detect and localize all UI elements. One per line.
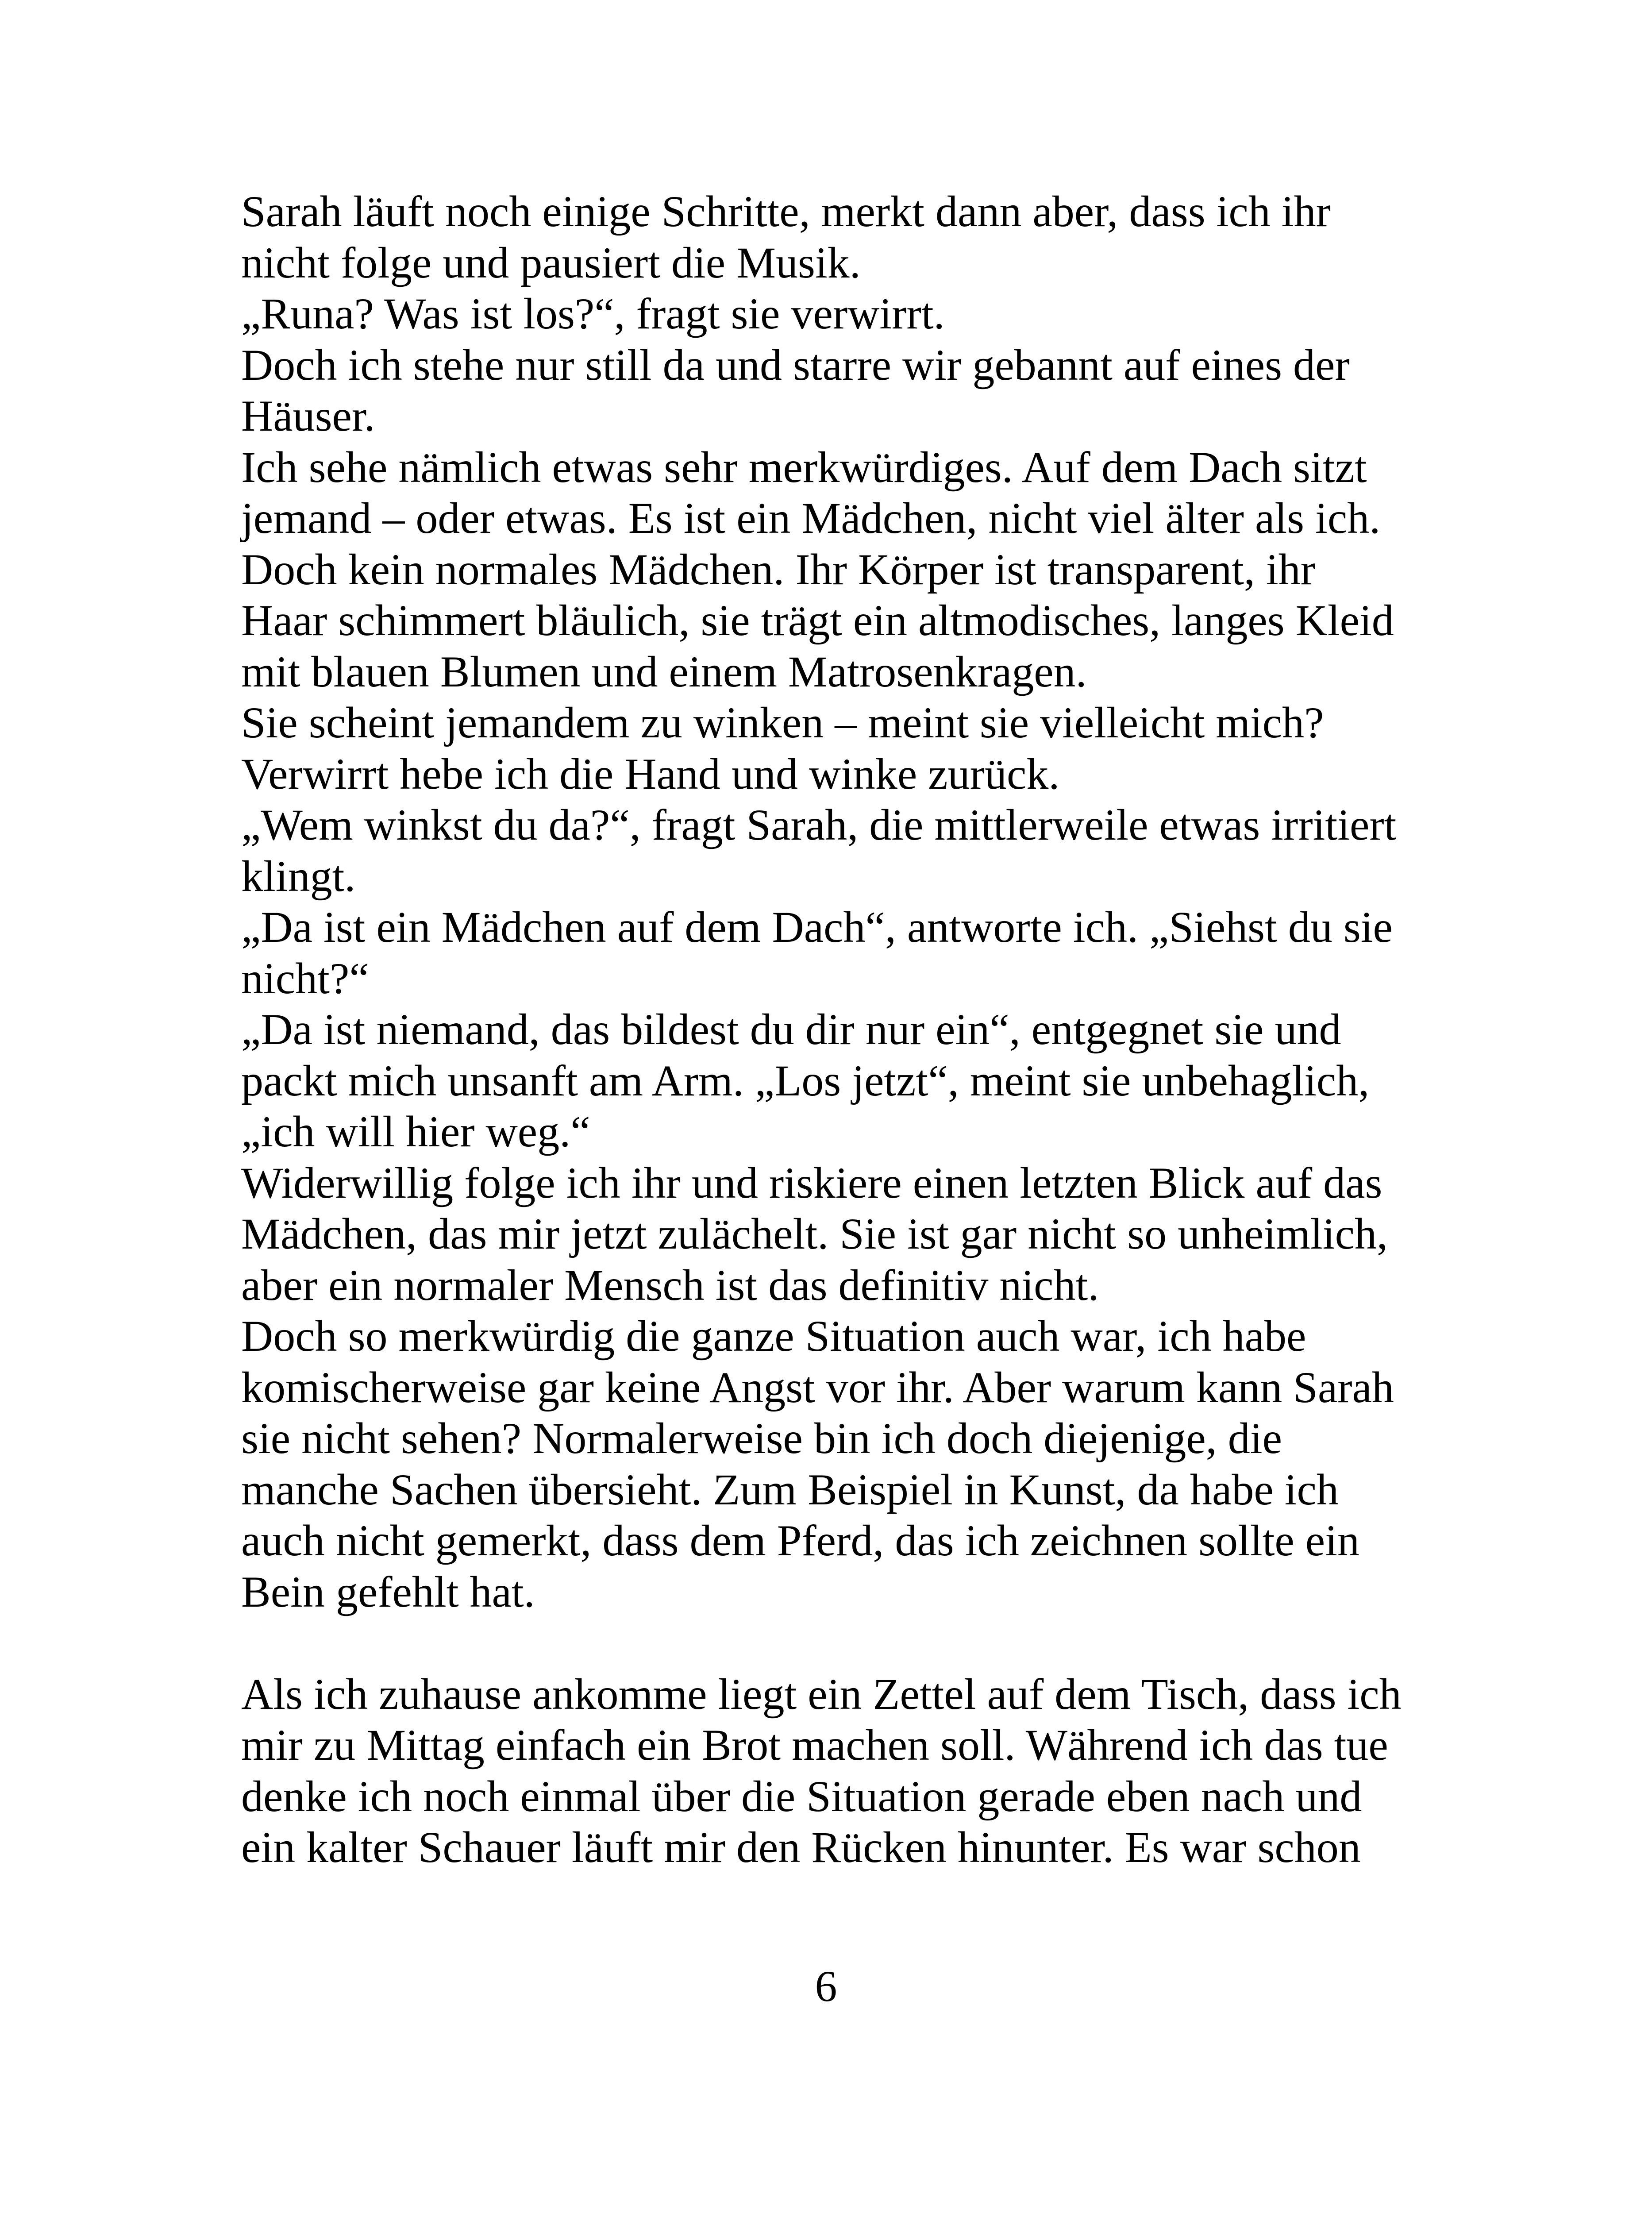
- text-line: Doch ich stehe nur still da und starre wir gebannt auf eines der: [241, 340, 1350, 389]
- text-line: „Wem winkst du da?“, fragt Sarah, die mittlerweile etwas irritiert: [241, 800, 1397, 849]
- text-line: mit blauen Blumen und einem Matrosenkragen.: [241, 647, 1087, 696]
- text-line: Verwirrt hebe ich die Hand und winke zurück.: [241, 749, 1060, 798]
- text-line: nicht folge und pausiert die Musik.: [241, 238, 861, 287]
- text-line: nicht?“: [241, 953, 369, 1003]
- text-line: Ich sehe nämlich etwas sehr merkwürdiges. Auf dem Dach sitzt: [241, 442, 1367, 492]
- text-line: denke ich noch einmal über die Situation gerade eben nach und: [241, 1771, 1362, 1821]
- text-line: Doch kein normales Mädchen. Ihr Körper ist transparent, ihr: [241, 544, 1316, 594]
- text-line: Doch so merkwürdig die ganze Situation auch war, ich habe: [241, 1311, 1306, 1361]
- body-text: [241, 186, 1436, 1873]
- text-line: „Da ist niemand, das bildest du dir nur ein“, entgegnet sie und: [241, 1005, 1341, 1054]
- text-line: manche Sachen übersieht. Zum Beispiel in Kunst, da habe ich: [241, 1465, 1339, 1514]
- text-line: sie nicht sehen? Normalerweise bin ich doch diejenige, die: [241, 1414, 1282, 1463]
- paragraph-break: [241, 1617, 1436, 1669]
- text-line: Als ich zuhause ankomme liegt ein Zettel auf dem Tisch, dass ich: [241, 1669, 1402, 1719]
- text-line: auch nicht gemerkt, dass dem Pferd, das ich zeichnen sollte ein: [241, 1516, 1359, 1565]
- text-line: Bein gefehlt hat.: [241, 1567, 535, 1616]
- text-line: Sarah läuft noch einige Schritte, merkt dann aber, dass ich ihr: [241, 187, 1331, 236]
- text-line: packt mich unsanft am Arm. „Los jetzt“, meint sie unbehaglich,: [241, 1056, 1370, 1105]
- text-line: Sie scheint jemandem zu winken – meint sie vielleicht mich?: [241, 698, 1324, 747]
- text-line: klingt.: [241, 851, 356, 901]
- text-line: Häuser.: [241, 391, 375, 440]
- text-line: „Da ist ein Mädchen auf dem Dach“, antworte ich. „Siehst du sie: [241, 902, 1393, 952]
- text-line: Widerwillig folge ich ihr und riskiere einen letzten Blick auf das: [241, 1158, 1382, 1207]
- text-line: „ich will hier weg.“: [241, 1107, 590, 1156]
- text-line: Mädchen, das mir jetzt zulächelt. Sie ist gar nicht so unheimlich,: [241, 1209, 1388, 1258]
- text-line: komischerweise gar keine Angst vor ihr. Aber warum kann Sarah: [241, 1362, 1394, 1412]
- page-number: 6: [815, 1962, 837, 2011]
- text-line: Haar schimmert bläulich, sie trägt ein altmodisches, langes Kleid: [241, 596, 1394, 645]
- text-line: mir zu Mittag einfach ein Brot machen soll. Während ich das tue: [241, 1720, 1388, 1770]
- text-line: ein kalter Schauer läuft mir den Rücken hinunter. Es war schon: [241, 1823, 1361, 1872]
- text-line: aber ein normaler Mensch ist das definitiv nicht.: [241, 1260, 1099, 1310]
- text-line: „Runa? Was ist los?“, fragt sie verwirrt.: [241, 289, 945, 338]
- text-line: jemand – oder etwas. Es ist ein Mädchen, nicht viel älter als ich.: [241, 493, 1381, 543]
